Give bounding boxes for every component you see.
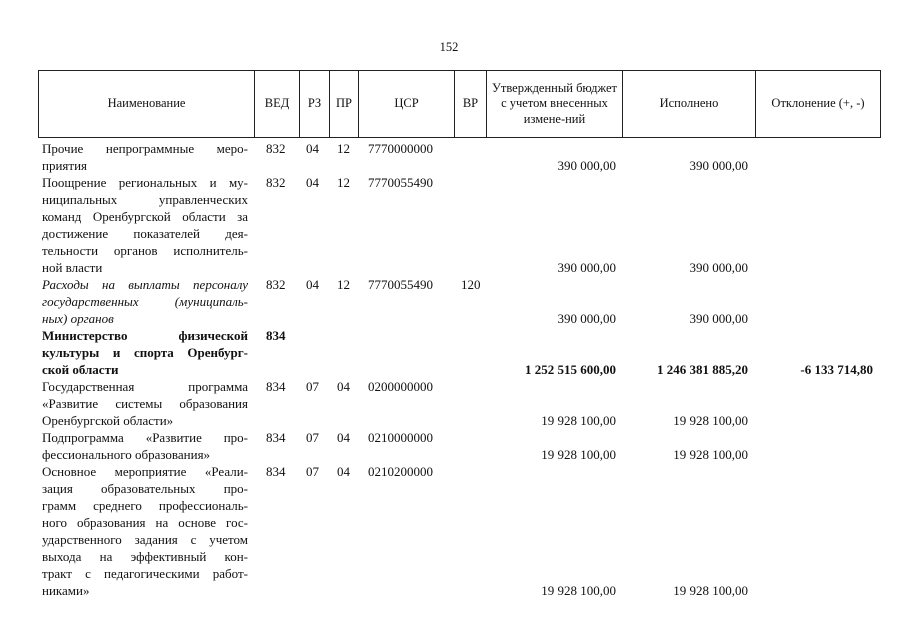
cell-executed: 390 000,00 <box>689 311 748 326</box>
cell-pr: 04 <box>337 430 350 445</box>
row-name-line: Прочие непрограммные меро- <box>42 141 248 156</box>
row-name-line: Поощрение региональных и му- <box>42 175 248 190</box>
row-name-line: зация образовательных про- <box>42 481 248 496</box>
row-name-line: Министерство физической <box>42 328 248 343</box>
cell-executed: 19 928 100,00 <box>673 447 748 462</box>
row-name-line: ударственного задания с учетом <box>42 532 248 547</box>
cell-approved: 1 252 515 600,00 <box>525 362 616 377</box>
header-deviation: Отклонение (+, -) <box>755 70 881 138</box>
page-number: 152 <box>439 40 459 54</box>
row-name-line: Государственная программа <box>42 379 248 394</box>
row-name-line: ной власти <box>42 260 103 275</box>
row-name-line: ской области <box>42 362 119 377</box>
row-name-line: достижение показателей дея- <box>42 226 248 241</box>
cell-executed: 390 000,00 <box>689 158 748 173</box>
row-name-line: ного образования на основе гос- <box>42 515 248 530</box>
cell-ved: 832 <box>266 277 286 292</box>
cell-executed: 1 246 381 885,20 <box>657 362 748 377</box>
cell-approved: 390 000,00 <box>557 158 616 173</box>
row-name <box>42 378 248 429</box>
cell-ved: 834 <box>266 430 286 445</box>
row-name-line: государственных (муниципаль- <box>42 294 248 309</box>
row-name-line: ниципальных управленческих <box>42 192 248 207</box>
row-name-line: «Развитие системы образования <box>42 396 248 411</box>
row-name-line: Основное мероприятие «Реали- <box>42 464 248 479</box>
header-ved: ВЕД <box>254 70 300 138</box>
header-name: Наименование <box>38 70 255 138</box>
cell-deviation: -6 133 714,80 <box>800 362 873 377</box>
cell-pr: 12 <box>337 277 350 292</box>
row-name-line: фессионального образования» <box>42 447 211 462</box>
header-approved: Утвержденный бюджет с учетом внесенных измене-ний <box>486 70 623 138</box>
row-name-line: никами» <box>42 583 90 598</box>
header-csr: ЦСР <box>358 70 455 138</box>
cell-pr: 12 <box>337 175 350 190</box>
cell-executed: 19 928 100,00 <box>673 583 748 598</box>
cell-ved: 834 <box>266 379 286 394</box>
header-vr: ВР <box>454 70 487 138</box>
row-name-line: приятия <box>42 158 88 173</box>
cell-pr: 04 <box>337 464 350 479</box>
cell-approved: 19 928 100,00 <box>541 447 616 462</box>
cell-csr: 7770055490 <box>368 277 433 292</box>
header-executed: Исполнено <box>622 70 756 138</box>
cell-ved: 834 <box>266 328 286 343</box>
row-name-line: выхода на эффективный кон- <box>42 549 248 564</box>
cell-csr: 0210200000 <box>368 464 433 479</box>
header-rz: РЗ <box>299 70 330 138</box>
cell-ved: 834 <box>266 464 286 479</box>
row-name-line: Оренбургской области» <box>42 413 174 428</box>
row-name-line: Подпрограмма «Развитие про- <box>42 430 248 445</box>
row-name-line: тракт с педагогическими работ- <box>42 566 248 581</box>
cell-ved: 832 <box>266 175 286 190</box>
cell-vr: 120 <box>461 277 481 292</box>
cell-rz: 07 <box>306 379 319 394</box>
cell-rz: 04 <box>306 141 319 156</box>
row-name <box>42 140 248 174</box>
cell-approved: 390 000,00 <box>557 311 616 326</box>
cell-approved: 390 000,00 <box>557 260 616 275</box>
row-name-line: команд Оренбургской области за <box>42 209 248 224</box>
row-name-line: грамм среднего профессиональ- <box>42 498 248 513</box>
cell-pr: 04 <box>337 379 350 394</box>
row-name-line: культуры и спорта Оренбург- <box>42 345 248 360</box>
cell-approved: 19 928 100,00 <box>541 583 616 598</box>
header-pr: ПР <box>329 70 359 138</box>
cell-approved: 19 928 100,00 <box>541 413 616 428</box>
cell-rz: 04 <box>306 277 319 292</box>
row-name <box>42 429 248 463</box>
cell-rz: 07 <box>306 464 319 479</box>
row-name <box>42 276 248 327</box>
cell-executed: 19 928 100,00 <box>673 413 748 428</box>
row-name <box>42 463 248 599</box>
cell-csr: 0200000000 <box>368 379 433 394</box>
row-name-line: Расходы на выплаты персоналу <box>42 277 248 292</box>
cell-pr: 12 <box>337 141 350 156</box>
cell-csr: 7770000000 <box>368 141 433 156</box>
cell-rz: 07 <box>306 430 319 445</box>
cell-executed: 390 000,00 <box>689 260 748 275</box>
cell-rz: 04 <box>306 175 319 190</box>
row-name-line: ных) органов <box>42 311 114 326</box>
cell-csr: 7770055490 <box>368 175 433 190</box>
row-name <box>42 174 248 276</box>
row-name <box>42 327 248 378</box>
cell-csr: 0210000000 <box>368 430 433 445</box>
cell-ved: 832 <box>266 141 286 156</box>
row-name-line: тельности органов исполнитель- <box>42 243 248 258</box>
